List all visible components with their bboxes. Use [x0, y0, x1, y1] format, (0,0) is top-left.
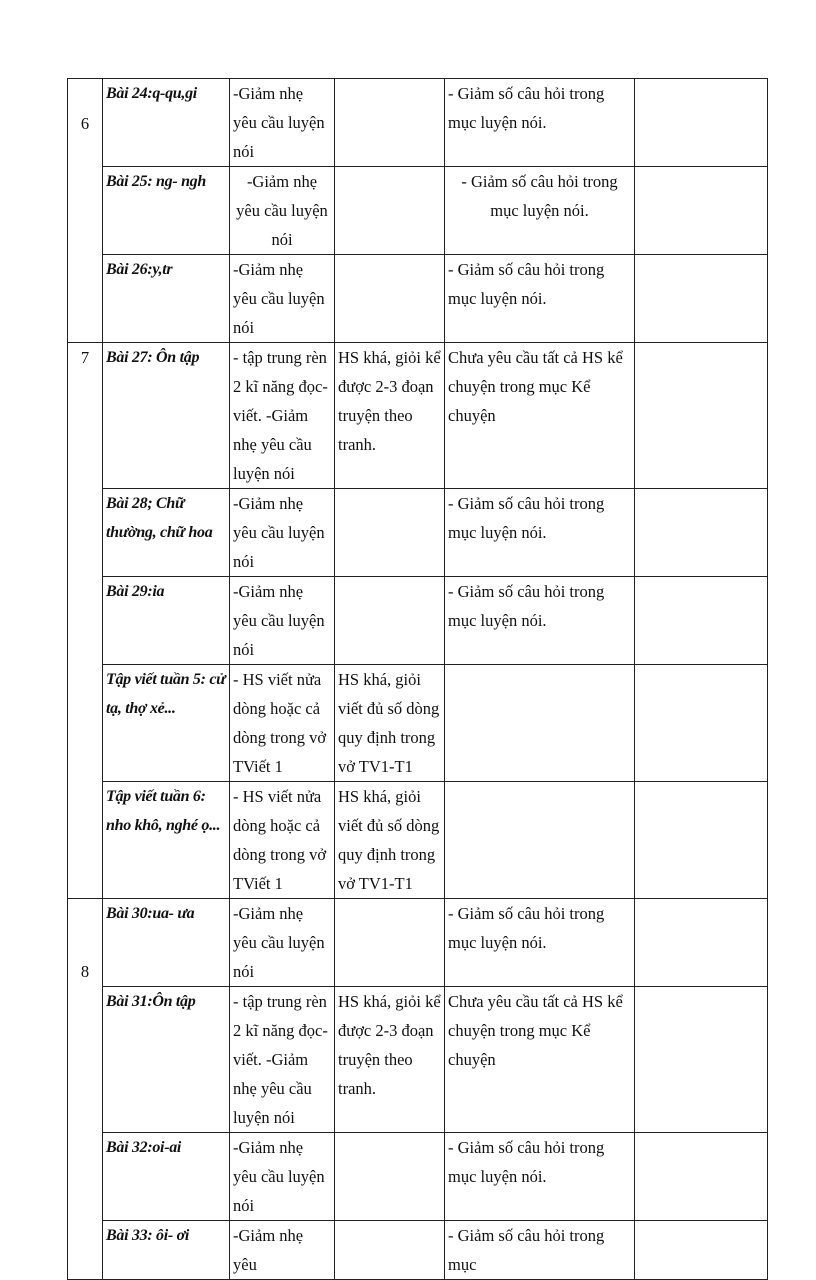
table-row [68, 343, 768, 489]
note-cell: - Giảm số câu hỏi trong mục luyện nói. [445, 79, 635, 167]
lesson-cell: Bài 32:oi-ai [103, 1133, 230, 1221]
note-cell: - Giảm số câu hỏi trong mục luyện nói. [445, 489, 635, 577]
advanced-cell: HS khá, giỏi kể được 2-3 đoạn truyện theo tranh. [335, 343, 445, 489]
empty-cell [635, 577, 768, 665]
adjust-cell: -Giảm nhẹ yêu cầu luyện nói [230, 489, 335, 577]
adjust-cell: -Giảm nhẹ yêu cầu luyện nói [230, 899, 335, 987]
adjust-cell: - HS viết nửa dòng hoặc cả dòng trong vở TViết 1 [230, 665, 335, 782]
lesson-cell: Bài 28; Chữ thường, chữ hoa [103, 489, 230, 577]
empty-cell [635, 1221, 768, 1280]
table-row [68, 987, 768, 1133]
table-row [68, 1133, 768, 1221]
note-cell [445, 665, 635, 782]
lesson-cell: Bài 30:ua- ưa [103, 899, 230, 987]
adjust-cell: - HS viết nửa dòng hoặc cả dòng trong vở TViết 1 [230, 782, 335, 899]
advanced-cell [335, 1221, 445, 1280]
advanced-cell: HS khá, giỏi viết đủ số dòng quy định trong vở TV1-T1 [335, 782, 445, 899]
empty-cell [635, 489, 768, 577]
table-row [68, 665, 768, 782]
lesson-cell: Bài 26:y,tr [103, 255, 230, 343]
note-cell: - Giảm số câu hỏi trong mục luyện nói. [445, 1133, 635, 1221]
empty-cell [635, 255, 768, 343]
week-cell [68, 343, 103, 899]
advanced-cell [335, 577, 445, 665]
table-row [68, 255, 768, 343]
empty-cell [635, 1133, 768, 1221]
table-row [68, 79, 768, 167]
adjust-cell: -Giảm nhẹ yêu cầu luyện nói [230, 577, 335, 665]
empty-cell [635, 343, 768, 489]
table-row [68, 489, 768, 577]
note-cell: - Giảm số câu hỏi trong mục luyện nói. [445, 255, 635, 343]
lesson-cell: Bài 29:ia [103, 577, 230, 665]
empty-cell [635, 79, 768, 167]
table-row [68, 782, 768, 899]
note-cell: - Giảm số câu hỏi trong mục luyện nói. [445, 577, 635, 665]
empty-cell [635, 899, 768, 987]
week-number: 8 [80, 962, 90, 981]
note-cell [445, 782, 635, 899]
lesson-cell: Bài 27: Ôn tập [103, 343, 230, 489]
table-row [68, 577, 768, 665]
table-row [68, 899, 768, 987]
advanced-cell [335, 167, 445, 255]
lesson-cell: Bài 33: ôi- ơi [103, 1221, 230, 1280]
advanced-cell [335, 79, 445, 167]
note-cell: - Giảm số câu hỏi trong mục luyện nói. [445, 899, 635, 987]
adjust-cell: -Giảm nhẹ yêu cầu luyện nói [230, 255, 335, 343]
empty-cell [635, 987, 768, 1133]
table-row [68, 167, 768, 255]
week-cell [68, 899, 103, 1280]
lesson-cell: Bài 31:Ôn tập [103, 987, 230, 1133]
note-cell: - Giảm số câu hỏi trong mục [445, 1221, 635, 1280]
table-row [68, 1221, 768, 1280]
advanced-cell [335, 489, 445, 577]
note-cell: Chưa yêu cầu tất cả HS kể chuyện trong mục Kể chuyện [445, 343, 635, 489]
week-number: 6 [80, 114, 90, 133]
lesson-cell: Tập viết tuần 6: nho khô, nghé ọ... [103, 782, 230, 899]
adjust-cell: - tập trung rèn 2 kĩ năng đọc-viết. -Giảm nhẹ yêu cầu luyện nói [230, 987, 335, 1133]
week-number: 7 [80, 348, 90, 367]
adjust-cell: -Giảm nhẹ yêu cầu luyện nói [230, 79, 335, 167]
lesson-adjustment-table [67, 78, 768, 1280]
empty-cell [635, 665, 768, 782]
empty-cell [635, 167, 768, 255]
note-cell: - Giảm số câu hỏi trong mục luyện nói. [445, 167, 635, 255]
empty-cell [635, 782, 768, 899]
lesson-cell: Bài 24:q-qu,gi [103, 79, 230, 167]
advanced-cell [335, 255, 445, 343]
week-cell [68, 79, 103, 343]
advanced-cell: HS khá, giỏi viết đủ số dòng quy định trong vở TV1-T1 [335, 665, 445, 782]
adjust-cell: -Giảm nhẹ yêu [230, 1221, 335, 1280]
lesson-cell: Bài 25: ng- ngh [103, 167, 230, 255]
advanced-cell [335, 1133, 445, 1221]
adjust-cell: -Giảm nhẹ yêu cầu luyện nói [230, 1133, 335, 1221]
advanced-cell: HS khá, giỏi kể được 2-3 đoạn truyện theo tranh. [335, 987, 445, 1133]
adjust-cell: - tập trung rèn 2 kĩ năng đọc-viết. -Giảm nhẹ yêu cầu luyện nói [230, 343, 335, 489]
advanced-cell [335, 899, 445, 987]
lesson-cell: Tập viết tuần 5: cử tạ, thợ xẻ... [103, 665, 230, 782]
note-cell: Chưa yêu cầu tất cả HS kể chuyện trong mục Kể chuyện [445, 987, 635, 1133]
adjust-cell: -Giảm nhẹ yêu cầu luyện nói [230, 167, 335, 255]
